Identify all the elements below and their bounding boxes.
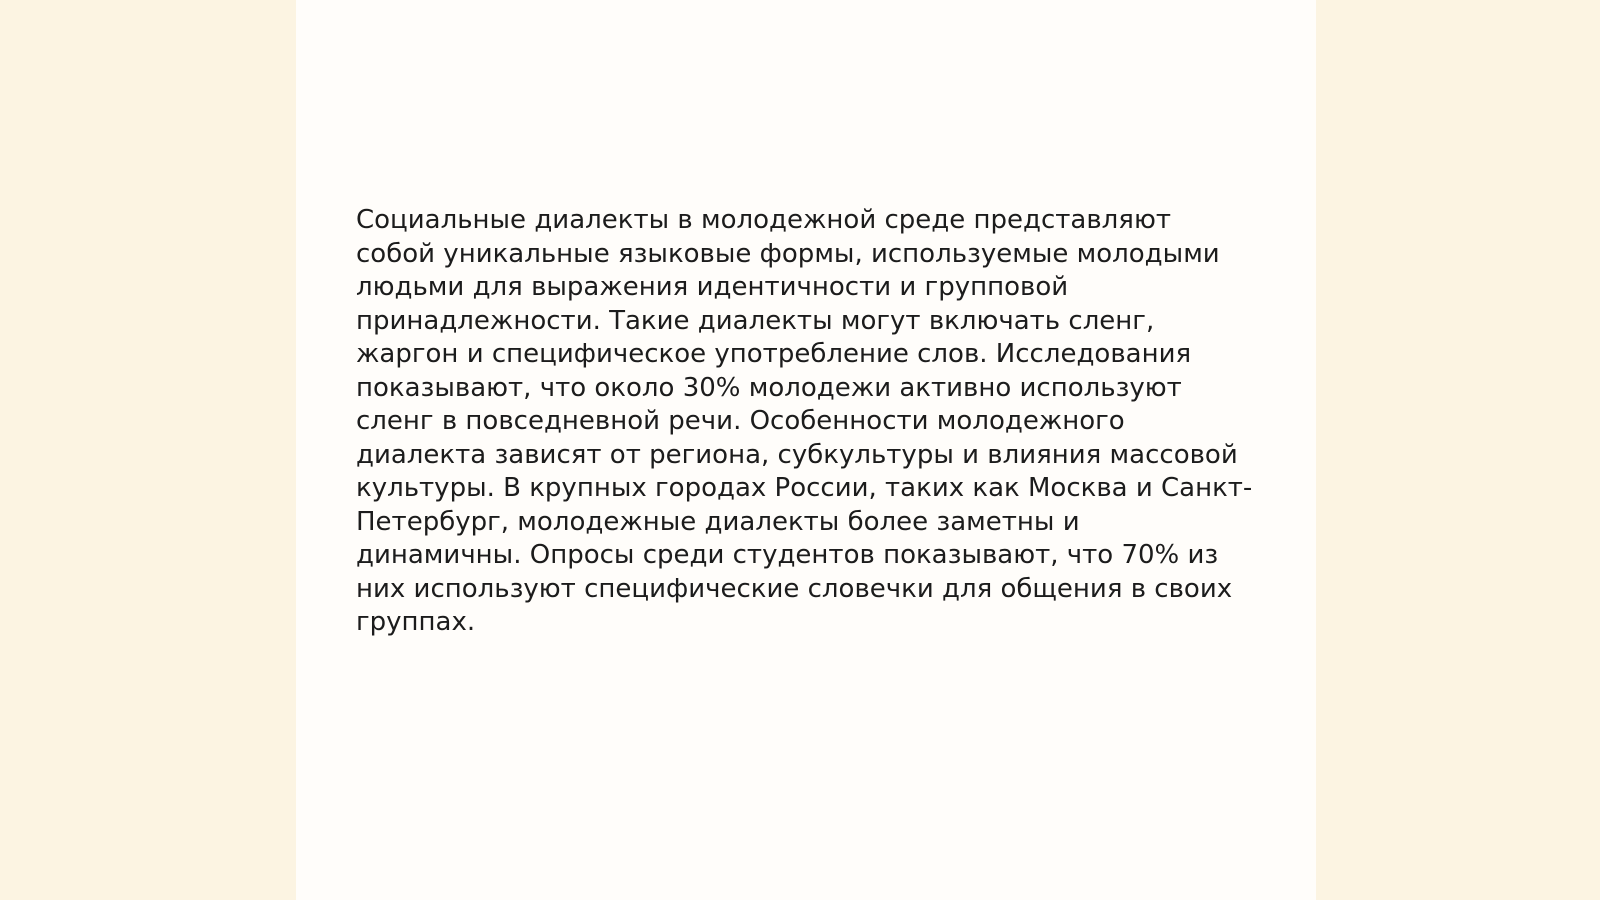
paragraph-line: культуры. В крупных городах России, таких как Москва и Санкт- — [356, 473, 1253, 503]
paragraph-line: группах. — [356, 607, 476, 637]
right-background-panel — [1316, 0, 1600, 900]
paragraph-line: диалекта зависят от региона, субкультуры и влияния массовой — [356, 439, 1238, 470]
paragraph-line: показывают, что около 30% молодежи активно используют — [356, 372, 1182, 403]
paragraph-line: принадлежности. Такие диалекты могут включать сленг, — [356, 305, 1155, 336]
paragraph-line: жаргон и специфическое употребление слов. Исследования — [356, 339, 1192, 369]
paragraph-line: динамичны. Опросы среди студентов показывают, что 70% из — [356, 540, 1219, 570]
paragraph-line: Социальные диалекты в молодежной среде представляют — [356, 205, 1171, 235]
paragraph-line: людьми для выражения идентичности и групповой — [356, 272, 1069, 302]
paragraph-line: сленг в повседневной речи. Особенности молодежного — [356, 406, 1125, 436]
paragraph-line: них используют специфические словечки для общения в своих — [356, 573, 1233, 604]
paragraph-line: Петербург, молодежные диалекты более заметны и — [356, 506, 1080, 537]
left-background-panel — [0, 0, 296, 900]
paragraph-line: собой уникальные языковые формы, используемые молодыми — [356, 238, 1220, 269]
body-paragraph — [356, 204, 1253, 640]
slide-page — [296, 0, 1316, 900]
